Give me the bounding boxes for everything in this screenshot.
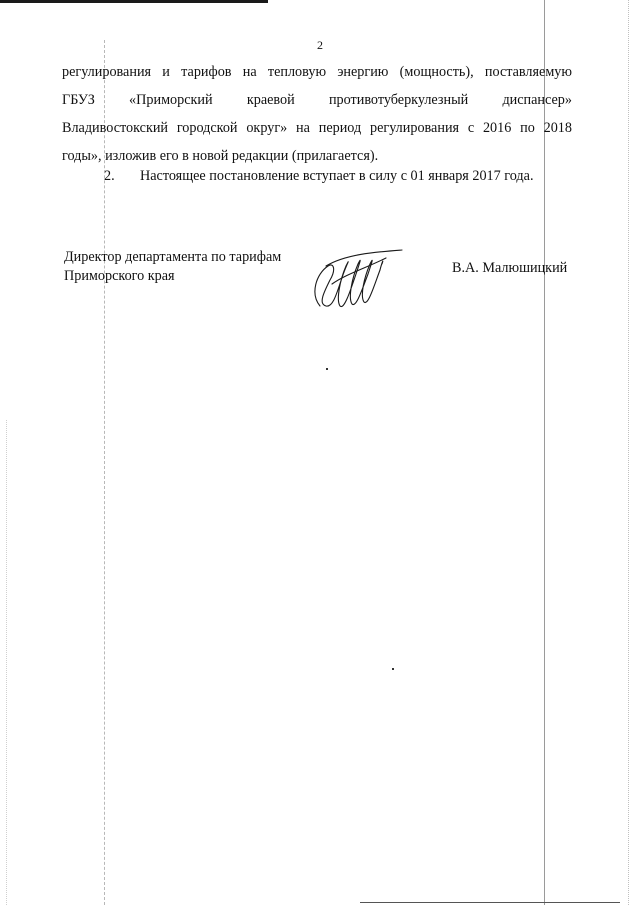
handwritten-signature-icon	[306, 244, 406, 316]
body-word: ГБУЗ	[62, 92, 95, 108]
signer-title	[64, 248, 281, 286]
body-text-line: годы», изложив его в новой редакции (прилагается).	[62, 148, 379, 164]
body-text-line: Владивостокский городской округ» на период регулирования с 2016 по 2018	[62, 120, 572, 136]
scan-edge-artifact	[360, 902, 620, 903]
scan-edge-line	[6, 420, 7, 905]
scan-speck	[326, 368, 328, 370]
signer-title-line: Директор департамента по тарифам	[64, 249, 282, 265]
scan-speck	[392, 668, 394, 670]
body-text-line	[62, 86, 572, 114]
scan-edge-artifact	[0, 0, 268, 3]
body-word: диспансер»	[502, 92, 572, 108]
body-word: краевой	[246, 92, 295, 108]
clause-text: Настоящее постановление вступает в силу с 01 января 2017 года.	[140, 168, 534, 184]
clause-number: 2.	[104, 168, 115, 184]
signer-title-line: Приморского края	[64, 268, 175, 284]
body-word: противотуберкулезный	[328, 92, 469, 108]
clause-2	[104, 162, 534, 190]
signer-name: В.А. Малюшицкий	[452, 260, 568, 276]
page-number: 2	[317, 38, 323, 52]
scan-edge-line	[628, 0, 629, 905]
body-text-line: регулирования и тарифов на тепловую энергию (мощность), поставляемую	[62, 64, 572, 80]
body-word: «Приморский	[129, 92, 213, 108]
